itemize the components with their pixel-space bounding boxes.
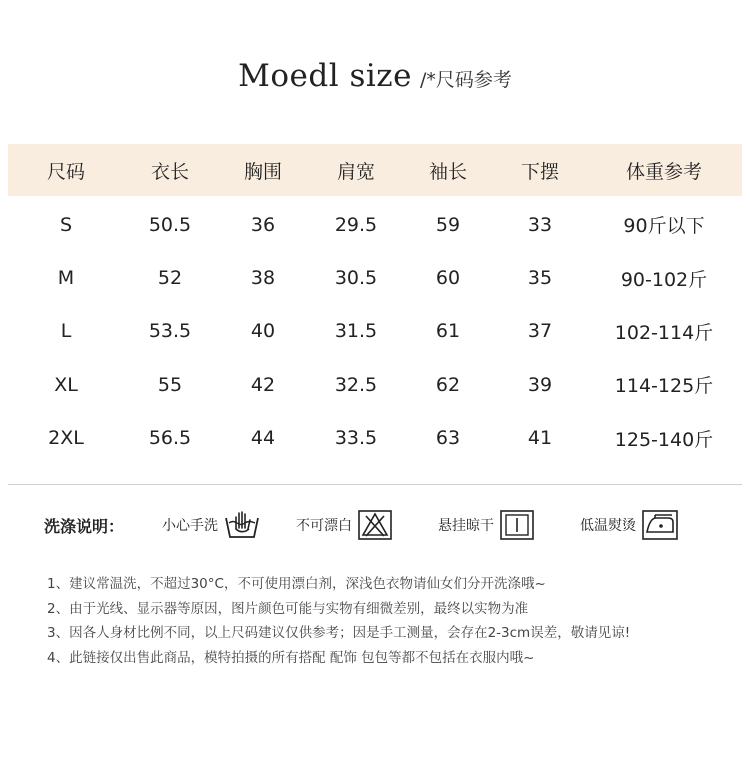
- hang-dry-icon: [500, 510, 534, 540]
- header-cell: 下摆: [494, 144, 586, 196]
- page-title: [0, 58, 750, 94]
- table-cell: 44: [250, 427, 276, 450]
- table-cell: 29.5: [334, 213, 378, 236]
- header-cell: 尺码: [8, 144, 124, 196]
- table-cell: 36: [250, 213, 276, 236]
- care-item-hand-wash: [162, 509, 260, 541]
- notes-list: [47, 572, 727, 670]
- table-cell: 31.5: [334, 320, 378, 343]
- care-item-label: 小心手洗: [162, 518, 218, 534]
- table-cell: 42: [250, 373, 276, 396]
- table-cell: XL: [54, 373, 78, 396]
- table-row: [8, 196, 742, 251]
- table-cell: 63: [435, 427, 461, 450]
- table-cell: 114-125斤: [614, 375, 714, 398]
- care-item-hang-dry: [438, 510, 534, 540]
- table-cell: 33.5: [334, 427, 378, 450]
- header-cell: 体重参考: [586, 144, 742, 196]
- header-cell: 袖长: [402, 144, 494, 196]
- table-cell: 33: [527, 213, 553, 236]
- note-item: 1、建议常温洗，不超过30°C，不可使用漂白剂，深浅色衣物请仙女们分开洗涤哦~: [47, 576, 546, 592]
- care-item-label: 悬挂晾干: [438, 518, 494, 534]
- table-cell: 90-102斤: [620, 268, 708, 291]
- note-item: 4、此链接仅出售此商品，模特拍摄的所有搭配 配饰 包包等都不包括在衣服内哦~: [47, 649, 535, 666]
- table-cell: 61: [435, 320, 461, 343]
- table-cell: 37: [527, 320, 553, 343]
- low-iron-icon: [642, 510, 678, 540]
- care-label: 洗涤说明：: [44, 516, 125, 536]
- hand-wash-icon: [224, 509, 260, 541]
- table-cell: M: [57, 267, 75, 290]
- care-item-no-bleach: [296, 510, 392, 540]
- title-main: Moedl size: [238, 58, 412, 94]
- table-cell: 35: [527, 267, 553, 290]
- header-cell: 衣长: [124, 144, 216, 196]
- table-cell: 52: [157, 267, 183, 290]
- note-item: 3、因各人身材比例不同，以上尺码建议仅供参考；因是手工测量，会存在2-3cm误差，敬请见谅!: [47, 625, 631, 641]
- header-cell: 胸围: [216, 144, 310, 196]
- table-cell: S: [59, 213, 73, 236]
- table-cell: 90斤以下: [623, 215, 705, 238]
- table-cell: 40: [250, 320, 276, 343]
- size-table: [8, 144, 742, 465]
- section-divider: [8, 484, 742, 485]
- table-cell: 30.5: [334, 267, 378, 290]
- table-header-row: [8, 144, 742, 196]
- table-cell: 2XL: [48, 427, 84, 450]
- table-cell: 41: [527, 427, 553, 450]
- title-sub: /*尺码参考: [419, 69, 512, 91]
- care-item-label: 不可漂白: [296, 518, 352, 534]
- table-row: [8, 358, 742, 411]
- table-cell: 59: [435, 213, 461, 236]
- table-cell: 39: [527, 373, 553, 396]
- table-cell: 56.5: [148, 427, 192, 450]
- table-row: [8, 412, 742, 465]
- table-cell: 55: [157, 373, 183, 396]
- table-cell: 53.5: [148, 320, 192, 343]
- table-cell: 32.5: [334, 373, 378, 396]
- table-row: [8, 251, 742, 304]
- care-item-label: 低温熨烫: [580, 518, 636, 534]
- no-bleach-icon: [358, 510, 392, 540]
- table-cell: 50.5: [148, 213, 192, 236]
- table-cell: 125-140斤: [614, 428, 714, 451]
- header-cell: 肩宽: [310, 144, 402, 196]
- table-cell: L: [60, 320, 72, 343]
- care-instructions: [44, 505, 716, 545]
- note-item: 2、由于光线、显示器等原因，图片颜色可能与实物有细微差别，最终以实物为准: [47, 600, 529, 617]
- table-cell: 102-114斤: [614, 321, 714, 344]
- table-cell: 60: [435, 267, 461, 290]
- care-item-low-iron: [580, 510, 678, 540]
- table-row: [8, 305, 742, 358]
- table-cell: 38: [250, 267, 276, 290]
- table-cell: 62: [435, 373, 461, 396]
